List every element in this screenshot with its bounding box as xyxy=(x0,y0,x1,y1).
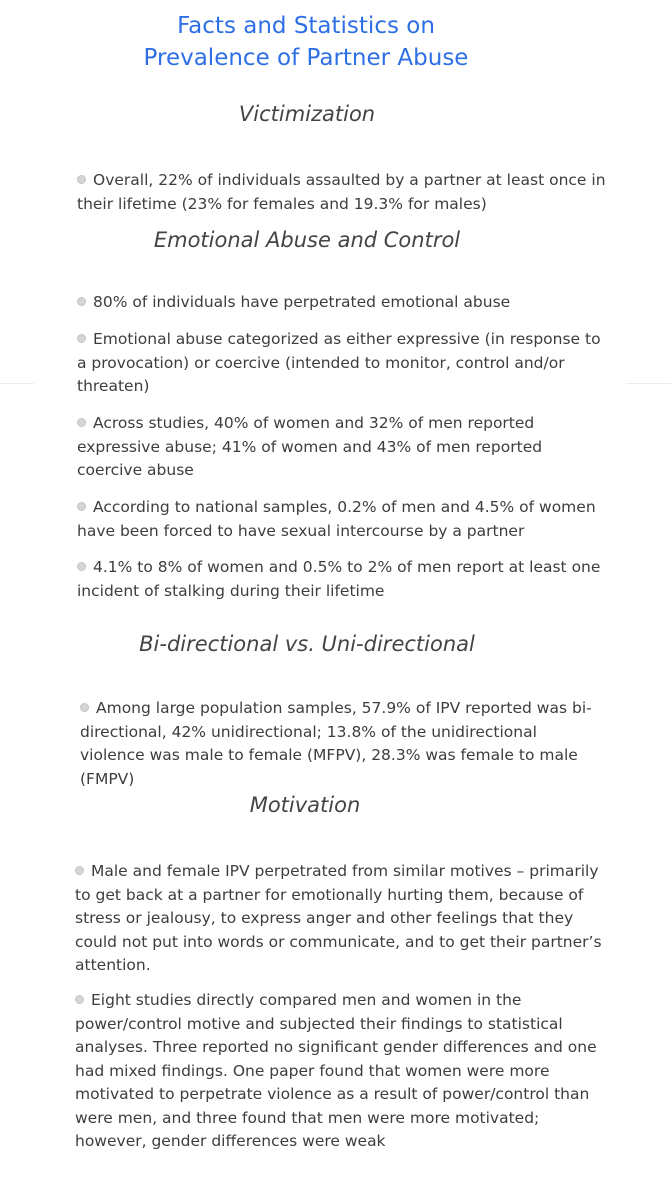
page-title-line-1: Facts and Statistics on xyxy=(177,13,435,39)
divider-left xyxy=(0,383,34,384)
bullet-icon xyxy=(80,703,89,712)
bullet-icon xyxy=(75,995,84,1004)
bullet-icon xyxy=(77,175,86,184)
list-item xyxy=(77,556,607,603)
section-heading-victimization: Victimization xyxy=(238,102,376,126)
list-item xyxy=(75,989,605,1154)
list-item xyxy=(77,496,607,543)
bullet-icon xyxy=(75,866,84,875)
section-heading-bi-directional: Bi-directional vs. Uni-directional xyxy=(139,632,475,656)
divider-right xyxy=(626,383,671,384)
list-item-text: Eight studies directly compared men and women in the power/control motive and subjected their findings to statistical analyses. Three reported no significant gender differences and one had mixed findings. One paper found that women were more motivated to perpetrate violence as a result of power/control than were men, and three found that men were more motivated; however, gender differences were weak xyxy=(75,991,597,1150)
list-item xyxy=(77,169,607,216)
bullet-icon xyxy=(77,502,86,511)
list-item-text: Emotional abuse categorized as either expressive (in response to a provocation) or coercive (intended to monitor, control and/or threaten) xyxy=(77,330,601,395)
list-item xyxy=(77,291,607,315)
list-item-text: Overall, 22% of individuals assaulted by a partner at least once in their lifetime (23% for females and 19.3% for males) xyxy=(77,171,606,213)
list-item-text: Across studies, 40% of women and 32% of men reported expressive abuse; 41% of women and 43% of men reported coercive abuse xyxy=(77,414,543,479)
list-item xyxy=(80,697,600,791)
list-item-text: 4.1% to 8% of women and 0.5% to 2% of men report at least one incident of stalking during their lifetime xyxy=(77,558,601,600)
page-title-line-2: Prevalence of Partner Abuse xyxy=(143,45,469,71)
list-item xyxy=(77,412,607,483)
bullet-icon xyxy=(77,562,86,571)
section-heading-motivation: Motivation xyxy=(249,793,361,817)
list-item-text: Among large population samples, 57.9% of IPV reported was bi-directional, 42% unidirectional; 13.8% of the unidirectional violence was male to female (MFPV), 28.3% was female to male (FMPV) xyxy=(80,699,592,788)
bullet-icon xyxy=(77,334,86,343)
bullet-icon xyxy=(77,418,86,427)
list-item-text: 80% of individuals have perpetrated emotional abuse xyxy=(93,293,511,311)
list-item-text: According to national samples, 0.2% of men and 4.5% of women have been forced to have sexual intercourse by a partner xyxy=(77,498,596,540)
list-item xyxy=(77,328,607,399)
list-item-text: Male and female IPV perpetrated from similar motives – primarily to get back at a partner for emotionally hurting them, because of stress or jealousy, to express anger and other feelings that they could not put into words or communicate, and to get their partner’s attention. xyxy=(75,862,602,974)
list-item xyxy=(75,860,605,978)
bullet-icon xyxy=(77,297,86,306)
section-heading-emotional-abuse: Emotional Abuse and Control xyxy=(153,228,461,252)
